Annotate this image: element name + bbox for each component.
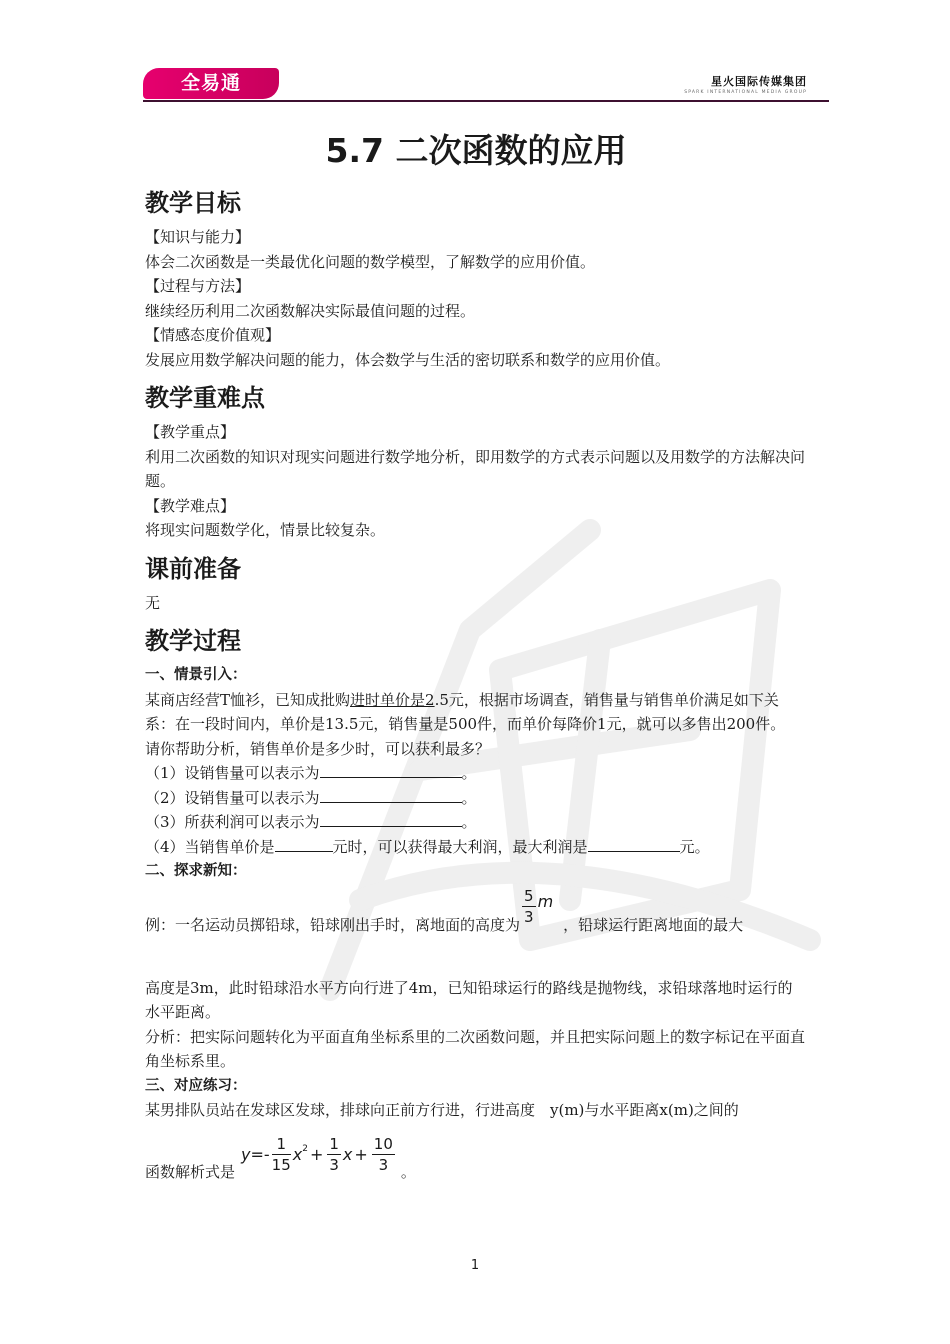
header-divider bbox=[143, 100, 829, 102]
example-fraction-num: 5 bbox=[524, 887, 534, 905]
brand-logo: 全易通 bbox=[143, 68, 279, 99]
part1-text-b: .5元，根据市场调查，销售量与销售单价满足如下关系：在一段时间内，单价是13.5元，销售量是500件，而单价每降价1元，就可以多售出200件。 bbox=[145, 690, 786, 733]
difficulty-text: 将现实问题数学化，情景比较复杂。 bbox=[145, 521, 386, 539]
difficulty-label: 【教学难点】 bbox=[145, 496, 236, 515]
page-number: 1 bbox=[470, 1258, 480, 1273]
publisher-name-en: SPARK INTERNATIONAL MEDIA GROUP bbox=[684, 90, 807, 95]
answer-blank-4b[interactable] bbox=[588, 837, 680, 852]
answer-blank-1[interactable] bbox=[320, 763, 462, 778]
question-2-period: 。 bbox=[461, 788, 477, 807]
question-1 bbox=[145, 761, 807, 786]
example-fraction-den: 3 bbox=[524, 908, 534, 926]
section-heading-goals: 教学目标 bbox=[145, 189, 241, 217]
formula-exponent: 2 bbox=[302, 1143, 308, 1154]
exercise-formula-line bbox=[145, 1123, 807, 1185]
question-3 bbox=[145, 810, 807, 835]
prep-text: 无 bbox=[145, 593, 161, 612]
knowledge-text: 体会二次函数是一类最优化问题的数学模型，了解数学的应用价值。 bbox=[145, 252, 596, 271]
exercise-end: 。 bbox=[400, 1163, 416, 1181]
formula-frac-2-num: 1 bbox=[329, 1135, 339, 1153]
attitude-text: 发展应用数学解决问题的能力，体会数学与生活的密切联系和数学的应用价值。 bbox=[145, 350, 671, 369]
page-title: 5.7 二次函数的应用 bbox=[325, 131, 627, 170]
part3-title: 三、对应练习： bbox=[145, 1077, 247, 1094]
formula-frac-3 bbox=[372, 1134, 395, 1175]
formula-frac-1 bbox=[272, 1134, 291, 1175]
question-1-text: （1）设销售量可以表示为 bbox=[145, 764, 320, 782]
part1-question: 请你帮助分析，销售单价是多少时，可以获利最多？ bbox=[145, 739, 491, 758]
part1-title: 一、情景引入： bbox=[145, 667, 247, 683]
publisher-name: 星火国际传媒集团 bbox=[711, 75, 807, 88]
question-3-period: 。 bbox=[461, 813, 477, 831]
attitude-label: 【情感态度价值观】 bbox=[145, 326, 281, 344]
process-label: 【过程与方法】 bbox=[145, 277, 251, 295]
part2-title: 二、探求新知： bbox=[145, 863, 247, 879]
example-fraction bbox=[522, 886, 536, 927]
example-unit: m bbox=[537, 892, 554, 911]
section-heading-prep: 课前准备 bbox=[145, 554, 241, 583]
formula-x: x bbox=[342, 1145, 353, 1164]
process-text: 继续经历利用二次函数解决实际最值问题的过程。 bbox=[145, 301, 476, 320]
focus-text: 利用二次函数的知识对现实问题进行数学地分析，即用数学的方式表示问题以及用数学的方法解决问题。 bbox=[145, 447, 806, 490]
question-4-text-a: （4）当销售单价是 bbox=[145, 837, 275, 856]
formula-frac-1-num: 1 bbox=[272, 1134, 291, 1155]
part1-text-underlined: 进时单价是2 bbox=[350, 690, 435, 709]
formula-frac-3-den: 3 bbox=[378, 1156, 389, 1174]
part1-text-a: 某商店经营T恤衫，已知成批购 bbox=[145, 690, 351, 709]
formula-frac-3-num: 10 bbox=[373, 1135, 393, 1153]
formula-y: y bbox=[241, 1145, 251, 1164]
answer-blank-2[interactable] bbox=[320, 788, 462, 803]
answer-blank-4a[interactable] bbox=[275, 837, 333, 852]
formula-plus-2: + bbox=[354, 1145, 368, 1164]
question-4-text-b: 元时，可以获得最大利润，最大利润是 bbox=[332, 837, 588, 856]
question-1-period: 。 bbox=[461, 764, 477, 782]
question-4 bbox=[145, 835, 807, 860]
formula-frac-2-den: 3 bbox=[329, 1156, 339, 1174]
example-text-c: 高度是3m，此时铅球沿水平方向行进了4m，已知铅球运行的路线是抛物线，求铅球落地时运行的水平距离。 bbox=[145, 978, 793, 1021]
exercise-text-b: 函数解析式是 bbox=[145, 1163, 236, 1181]
formula-frac-2 bbox=[327, 1134, 341, 1175]
question-2-text: （2）设销售量可以表示为 bbox=[145, 788, 320, 807]
example-text-a: 例：一名运动员掷铅球，铅球刚出手时，离地面的高度为 bbox=[145, 916, 521, 935]
quadratic-formula bbox=[241, 1129, 397, 1181]
page-header bbox=[0, 0, 950, 110]
example-line bbox=[145, 887, 807, 962]
question-4-text-c: 元。 bbox=[679, 837, 710, 856]
publisher-brand bbox=[684, 73, 807, 95]
knowledge-label: 【知识与能力】 bbox=[145, 228, 251, 246]
answer-blank-3[interactable] bbox=[320, 812, 462, 827]
question-3-text: （3）所获利润可以表示为 bbox=[145, 813, 320, 831]
question-2 bbox=[145, 786, 807, 811]
formula-eq: =- bbox=[250, 1145, 270, 1164]
part1-paragraph bbox=[145, 688, 807, 737]
example-text-b: ，铅球运行距离地面的最大 bbox=[563, 916, 744, 935]
exercise-text-a: 某男排队员站在发球区发球，排球向正前方行进，行进高度 y(m)与水平距离x(m)之间的 bbox=[145, 1101, 739, 1119]
section-heading-key-points: 教学重难点 bbox=[145, 384, 265, 412]
focus-label: 【教学重点】 bbox=[145, 423, 236, 441]
formula-frac-1-den: 15 bbox=[271, 1156, 291, 1174]
formula-plus-1: + bbox=[309, 1145, 324, 1164]
analysis-text: 分析：把实际问题转化为平面直角坐标系里的二次函数问题，并且把实际问题上的数字标记在平面直角坐标系里。 bbox=[145, 1027, 806, 1070]
document-body bbox=[145, 128, 807, 1185]
section-heading-process: 教学过程 bbox=[145, 627, 241, 655]
formula-x-squared: x bbox=[292, 1145, 303, 1164]
